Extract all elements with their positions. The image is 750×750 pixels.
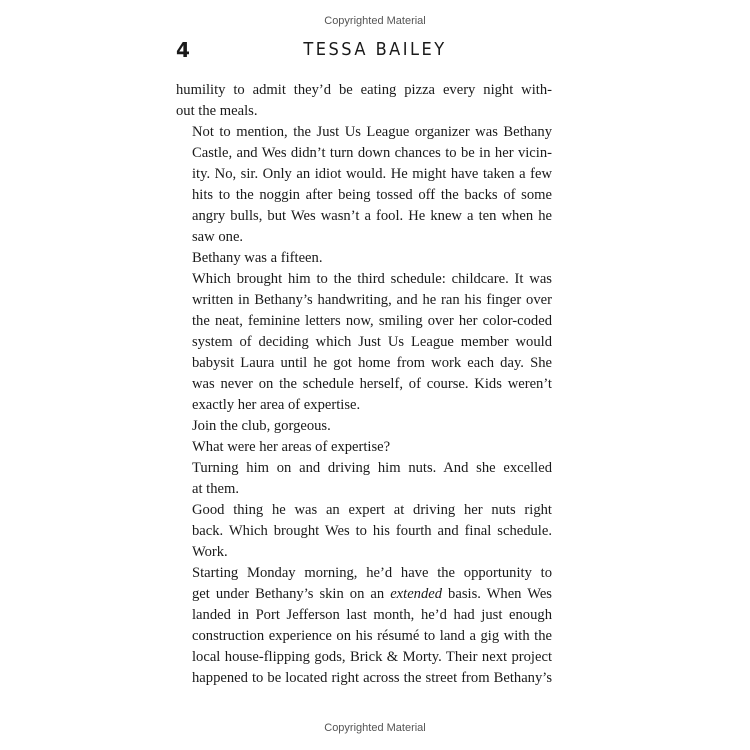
paragraph <box>176 269 552 416</box>
text-line: angry bulls, but Wes wasn’t a fool. He knew a ten when he <box>192 208 552 224</box>
text-line: back. Which brought Wes to his fourth and final schedule. <box>192 523 552 539</box>
paragraph <box>176 458 552 500</box>
text-line: Which brought him to the third schedule: childcare. It was <box>192 271 552 287</box>
text-line: landed in Port Jefferson last month, he’d had just enough <box>192 607 552 623</box>
text-line: at them. <box>192 481 240 497</box>
text-line: Not to mention, the Just Us League organizer was Bethany <box>192 124 552 140</box>
paragraph <box>176 437 552 458</box>
text-line: construction experience on his résumé to land a gig with the <box>192 628 552 644</box>
text-line: happened to be located right across the street from Bethany’s <box>192 670 552 686</box>
emphasis-text: extended <box>390 586 443 602</box>
text-line: Castle, and Wes didn’t turn down chances to be in her vicin- <box>192 145 552 161</box>
text-line: hits to the noggin after being tossed off the backs of some <box>192 187 552 203</box>
copyright-watermark-top: Copyrighted Material <box>324 15 426 27</box>
text-line: babysit Laura until he got home from work each day. She <box>192 355 552 371</box>
paragraph <box>176 563 552 689</box>
text-line <box>176 584 552 605</box>
text-line: Work. <box>192 544 228 560</box>
text-line: was never on the schedule herself, of course. Kids weren’t <box>192 376 552 392</box>
paragraph <box>176 248 552 269</box>
text-line: the neat, feminine letters now, smiling over her color-coded <box>192 313 552 329</box>
body-text <box>176 80 552 689</box>
paragraph <box>176 80 552 122</box>
text-line: written in Bethany’s handwriting, and he ran his finger over <box>192 292 552 308</box>
paragraph <box>176 500 552 563</box>
copyright-watermark-bottom: Copyrighted Material <box>324 722 426 734</box>
text-line: Good thing he was an expert at driving her nuts right <box>192 502 552 518</box>
text-line: ity. No, sir. Only an idiot would. He might have taken a few <box>192 166 552 182</box>
text-run: get under Bethany’s skin on an <box>192 586 391 602</box>
paragraph <box>176 416 552 437</box>
text-line: saw one. <box>192 229 244 245</box>
text-line: exactly her area of expertise. <box>192 397 361 413</box>
text-run: basis. When Wes <box>442 586 552 602</box>
text-line: What were her areas of expertise? <box>192 439 391 455</box>
page-number: 4 <box>176 38 190 62</box>
text-line: Join the club, gorgeous. <box>192 418 331 434</box>
running-head-author: TESSA BAILEY <box>303 39 447 60</box>
text-line: Bethany was a fifteen. <box>192 250 323 266</box>
text-line: local house-flipping gods, Brick & Morty. Their next project <box>192 649 552 665</box>
paragraph <box>176 122 552 248</box>
text-line: Starting Monday morning, he’d have the opportunity to <box>192 565 552 581</box>
text-line: humility to admit they’d be eating pizza every night with- <box>176 82 552 98</box>
page-header <box>176 38 574 68</box>
text-line: out the meals. <box>176 103 258 119</box>
text-line: Turning him on and driving him nuts. And she excelled <box>192 460 552 476</box>
text-line: system of deciding which Just Us League member would <box>192 334 552 350</box>
